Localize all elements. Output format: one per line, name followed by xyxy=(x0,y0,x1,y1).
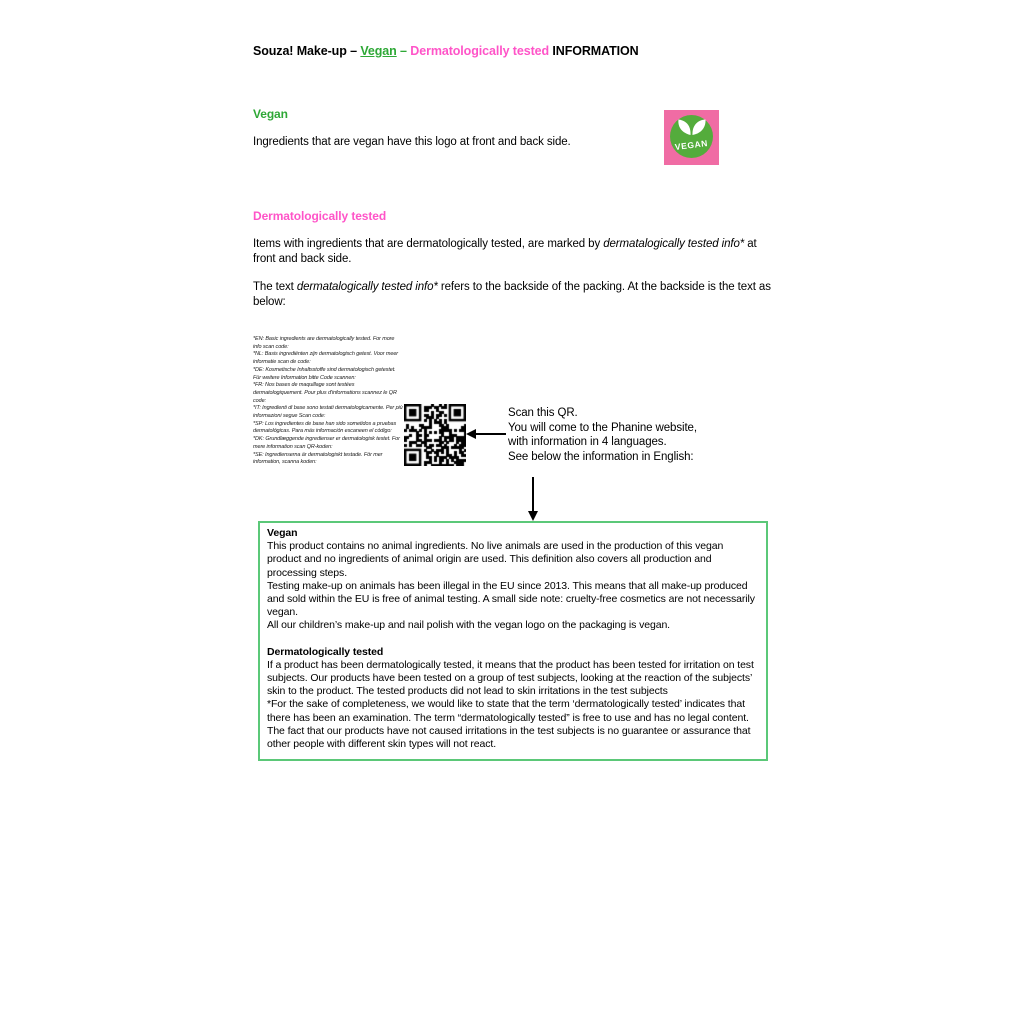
arrow-left-icon xyxy=(466,429,476,439)
derma-p2-text-after: refers to the backside of the packing. At the backside is the text as below: xyxy=(253,281,771,308)
title-vegan-link[interactable]: Vegan xyxy=(360,44,397,58)
vegan-logo xyxy=(664,110,719,165)
derma-paragraph-2 xyxy=(253,280,780,310)
qr-annotation-line: Scan this QR. xyxy=(508,407,578,419)
derma-p1-italic: dermatalogically tested info* xyxy=(603,238,745,250)
derma-paragraph-1 xyxy=(253,237,780,267)
title-derma: Dermatologically tested xyxy=(410,44,550,58)
qr-annotation-line: See below the information in English: xyxy=(508,450,694,463)
packaging-note-line-de: *DE: Kosmetische Inhaltsstoffe sind dermatologisch getestet. Für weitere Information bitte Code scannen: xyxy=(253,366,396,381)
title-suffix: INFORMATION xyxy=(549,44,639,58)
vegan-logo-graphic xyxy=(664,110,719,165)
qr-annotation xyxy=(508,406,697,464)
derma-p1-text: Items with ingredients that are dermatologically tested, are marked by xyxy=(253,238,604,250)
info-box-vegan-paragraph: All our children’s make-up and nail polish with the vegan logo on the packaging is vegan. xyxy=(267,619,671,632)
arrow-left-icon xyxy=(475,433,506,435)
spacer xyxy=(267,633,759,646)
arrow-down-icon xyxy=(532,477,534,512)
packaging-note-line-it: *IT: Ingredienti di base sono testati dermatologicamente. Per più informazioni segue Scan code: xyxy=(253,405,403,420)
vegan-body-text: Ingredients that are vegan have this logo at front and back side. xyxy=(253,136,571,148)
packaging-note xyxy=(253,336,403,467)
packaging-note-line-fr: *FR: Nos bases de maquillage sont testées dermatologiquement. Pour plus d'informations scannez le QR code: xyxy=(253,382,397,404)
info-box xyxy=(258,521,768,761)
qr-annotation-line: You will come to the Phanine website, xyxy=(508,421,697,434)
packaging-note-line-dk: *DK: Grundlæggende ingredienser er dermatologisk testet. For mere information scan QR-koden: xyxy=(253,436,400,450)
info-box-vegan-paragraph: Testing make-up on animals has been illegal in the EU since 2013. This means that all make-up produced and sold within the EU is free of animal testing. A small side note: cruelty-free cosmetics are not necessarily vegan. xyxy=(267,579,755,619)
derma-p2-italic: dermatalogically tested info* xyxy=(296,281,438,293)
packaging-note-line-nl: *NL: Basis ingrediënten zijn dermatologisch getest. Voor meer informatie scan de code: xyxy=(253,351,399,366)
info-box-derma-paragraph: If a product has been dermatologically tested, it means that the product has been tested for irritation on test subjects. Our products have been tested on a group of test subjects, looking at the reaction of the subjects’ skin to the product. The tested products did not lead to skin irritations in the test subjects xyxy=(267,658,754,698)
vegan-heading: Vegan xyxy=(253,107,288,121)
info-box-derma-heading: Dermatologically tested xyxy=(267,645,384,658)
derma-p2-text: The text xyxy=(253,281,297,293)
info-box-derma-paragraph: *For the sake of completeness, we would like to state that the term ‘dermatologically tested’ indicates that there has been an examination. The term “dermatologically tested” is free to use and has no legal content. The fact that our products have not caused irritations in the test subjects is no guarantee or assurance that other people with different skin types will not react. xyxy=(267,698,751,751)
doc-title xyxy=(253,44,639,58)
qr-code xyxy=(404,404,466,466)
info-box-vegan-paragraph: This product contains no animal ingredients. No live animals are used in the production of this vegan product and no ingredients of animal origin are used. This definition also covers all production and processing steps. xyxy=(267,540,724,579)
arrow-down-icon xyxy=(528,511,538,521)
vegan-logo-label: VEGAN xyxy=(674,138,709,152)
packaging-note-line-se: *SE: Ingredienserna är dermatologiskt testade. För mer information, scanna koden: xyxy=(253,451,383,466)
derma-p1-text-after: at front and back side. xyxy=(253,238,757,265)
packaging-note-line-en: *EN: Basic ingredients are dermatologically tested. For more info scan code: xyxy=(253,336,395,350)
packaging-note-line-sp: *SP: Los ingredientes de base han sido sometidos a pruebas dermatológicas. Para más información escaneen el código: xyxy=(253,420,397,435)
qr-annotation-line: with information in 4 languages. xyxy=(508,436,667,449)
title-dash: – xyxy=(396,44,411,58)
derma-heading: Dermatologically tested xyxy=(253,209,387,223)
title-prefix: Souza! Make-up – xyxy=(253,44,361,58)
info-box-vegan-heading: Vegan xyxy=(267,527,298,539)
